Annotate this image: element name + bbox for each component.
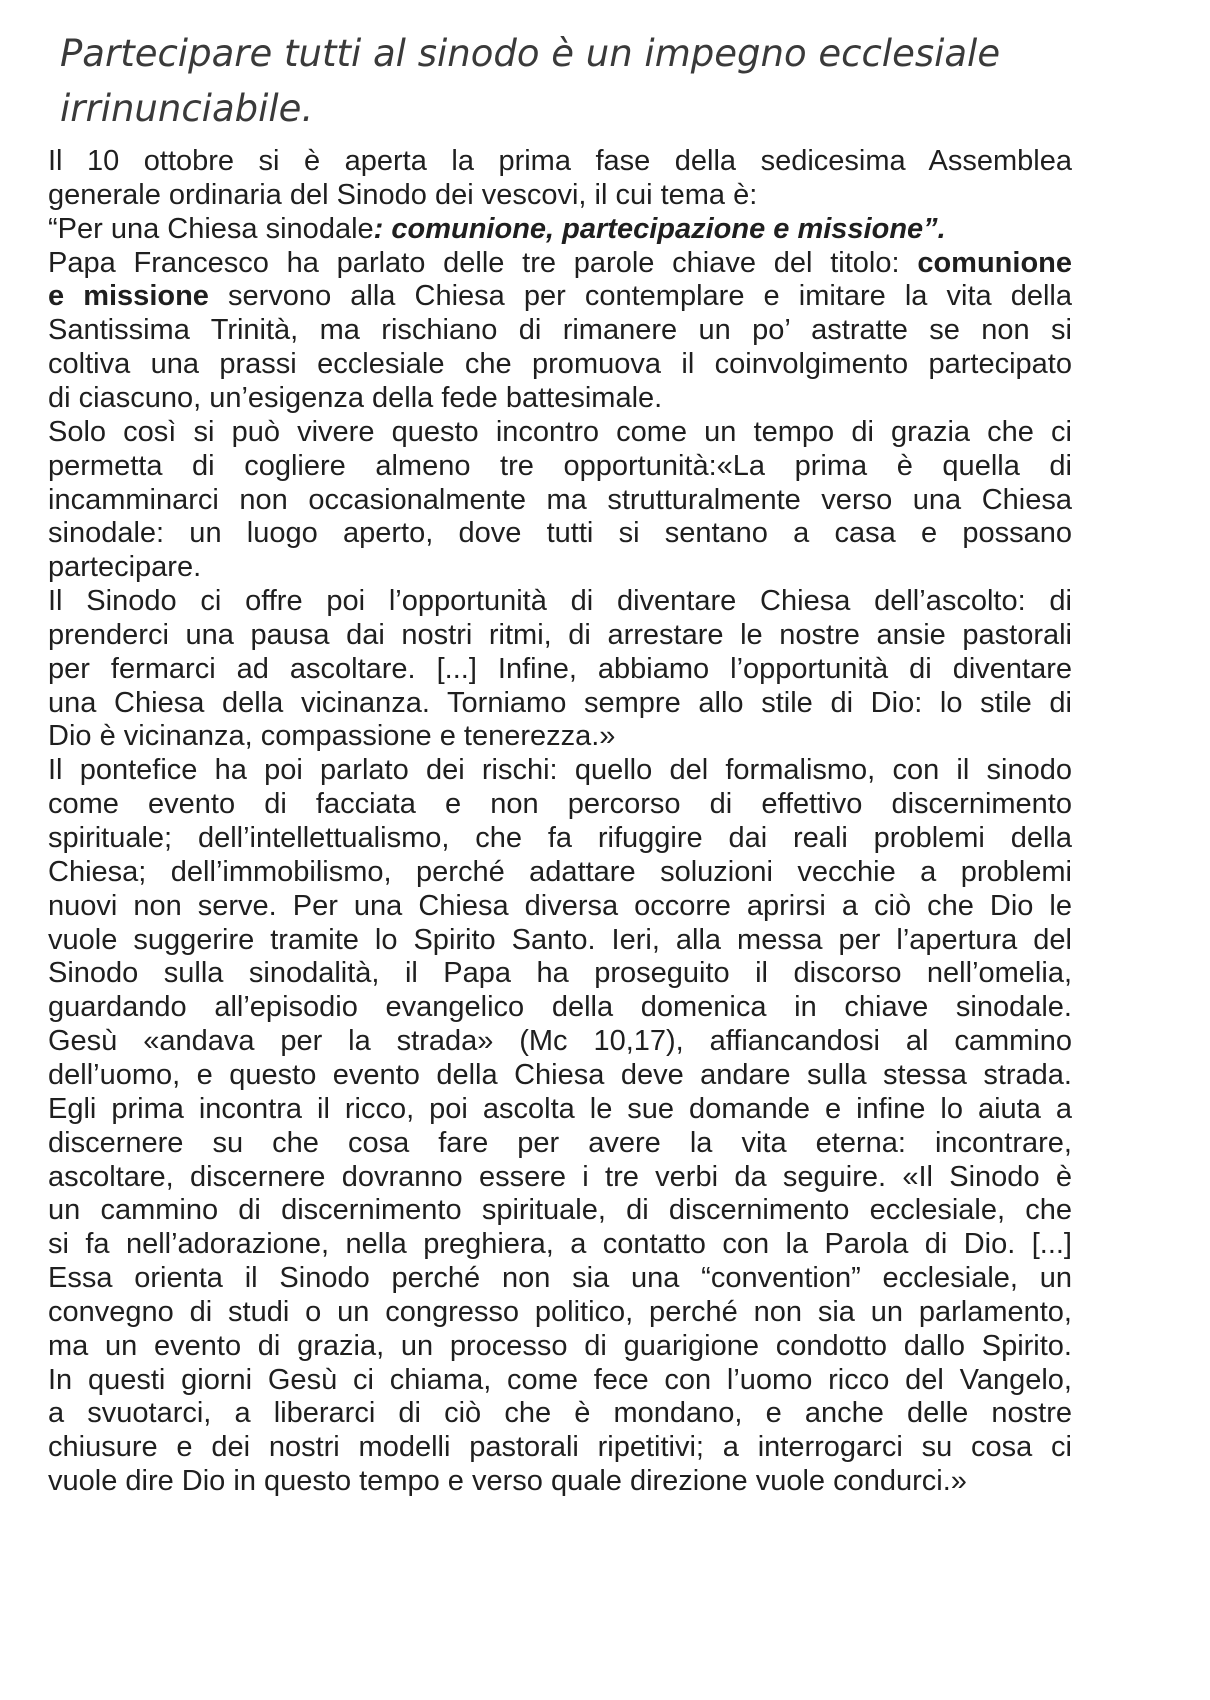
text-line: Dio è vicinanza, compassione e tenerezza.» xyxy=(48,720,616,753)
article-title xyxy=(60,26,1160,136)
text-line: generale ordinaria del Sinodo dei vescovi, il cui tema è: xyxy=(48,178,758,211)
text-line: ma un evento di grazia, un processo di guarigione condotto dallo Spirito. xyxy=(48,1329,1072,1362)
text-line xyxy=(48,245,1072,281)
text-line: Santissima Trinità, ma rischiano di rimanere un po’ astratte se non si xyxy=(48,314,1072,347)
text-line xyxy=(48,278,1072,314)
text-segment: servono alla Chiesa per contemplare e imitare la vita della xyxy=(208,280,1072,313)
text-line: permetta di cogliere almeno tre opportunità:«La prima è quella di xyxy=(48,449,1072,482)
text-line: vuole dire Dio in questo tempo e verso quale direzione vuole condurci.» xyxy=(48,1465,967,1498)
title-line-2: irrinunciabile. xyxy=(60,87,314,130)
text-line: a svuotarci, a liberarci di ciò che è mondano, e anche delle nostre xyxy=(48,1397,1072,1430)
text-line: guardando all’episodio evangelico della domenica in chiave sinodale. xyxy=(48,991,1072,1024)
text-line xyxy=(48,211,1072,247)
text-line: come evento di facciata e non percorso di effettivo discernimento xyxy=(48,788,1072,821)
text-line: chiusure e dei nostri modelli pastorali ripetitivi; a interrogarci su cosa ci xyxy=(48,1431,1072,1464)
emphasis-text: e missione xyxy=(48,280,209,313)
text-line: spirituale; dell’intellettualismo, che fa rifuggire dai reali problemi della xyxy=(48,822,1072,854)
text-line: discernere su che cosa fare per avere la vita eterna: incontrare, xyxy=(48,1126,1072,1159)
text-line: Il pontefice ha poi parlato dei rischi: quello del formalismo, con il sinodo xyxy=(48,754,1072,787)
title-line-1: Partecipare tutti al sinodo è un impegno ecclesiale xyxy=(60,32,1001,75)
text-line: Chiesa; dell’immobilismo, perché adattare soluzioni vecchie a problemi xyxy=(48,855,1072,888)
text-line: di ciascuno, un’esigenza della fede battesimale. xyxy=(48,381,663,414)
text-line: sinodale: un luogo aperto, dove tutti si sentano a casa e possano xyxy=(48,517,1072,550)
text-line: Essa orienta il Sinodo perché non sia una “convention” ecclesiale, un xyxy=(48,1262,1072,1295)
text-line: ascoltare, discernere dovranno essere i tre verbi da seguire. «Il Sinodo è xyxy=(48,1160,1072,1193)
text-line: nuovi non serve. Per una Chiesa diversa occorre aprirsi a ciò che Dio le xyxy=(48,889,1072,922)
text-line: prenderci una pausa dai nostri ritmi, di arrestare le nostre ansie pastorali xyxy=(48,618,1072,651)
text-line: Solo così si può vivere questo incontro come un tempo di grazia che ci xyxy=(48,415,1072,448)
text-line: partecipare. xyxy=(48,551,202,584)
text-line: per fermarci ad ascoltare. [...] Infine, abbiamo l’opportunità di diventare xyxy=(48,652,1072,685)
text-segment: Papa Francesco ha parlato delle tre parole chiave del titolo: xyxy=(48,246,918,279)
text-line: Il Sinodo ci offre poi l’opportunità di diventare Chiesa dell’ascolto: di xyxy=(48,585,1072,618)
text-line: incamminarci non occasionalmente ma strutturalmente verso una Chiesa xyxy=(48,483,1072,516)
text-line: vuole suggerire tramite lo Spirito Santo. Ieri, alla messa per l’apertura del xyxy=(48,923,1072,956)
text-line: In questi giorni Gesù ci chiama, come fece con l’uomo ricco del Vangelo, xyxy=(48,1363,1072,1396)
text-line: dell’uomo, e questo evento della Chiesa deve andare sulla stessa strada. xyxy=(48,1058,1072,1091)
text-line: Egli prima incontra il ricco, poi ascolta le sue domande e infine lo aiuta a xyxy=(48,1092,1072,1125)
text-line: una Chiesa della vicinanza. Torniamo sempre allo stile di Dio: lo stile di xyxy=(48,686,1072,719)
text-line: si fa nell’adorazione, nella preghiera, a contatto con la Parola di Dio. [...] xyxy=(48,1228,1072,1261)
text-line: un cammino di discernimento spirituale, di discernimento ecclesiale, che xyxy=(48,1194,1072,1227)
text-segment: “Per una Chiesa sinodale xyxy=(48,212,374,245)
emphasis-text: comunione xyxy=(917,246,1072,279)
emphasis-text: : comunione, partecipazione e missione”. xyxy=(373,212,946,245)
text-line: coltiva una prassi ecclesiale che promuova il coinvolgimento partecipato xyxy=(48,348,1072,381)
text-line: Il 10 ottobre si è aperta la prima fase della sedicesima Assemblea xyxy=(48,145,1072,177)
text-line: convegno di studi o un congresso politico, perché non sia un parlamento, xyxy=(48,1295,1072,1328)
text-line: Sinodo sulla sinodalità, il Papa ha proseguito il discorso nell’omelia, xyxy=(48,957,1072,990)
text-line: Gesù «andava per la strada» (Mc 10,17), affiancandosi al cammino xyxy=(48,1025,1072,1058)
